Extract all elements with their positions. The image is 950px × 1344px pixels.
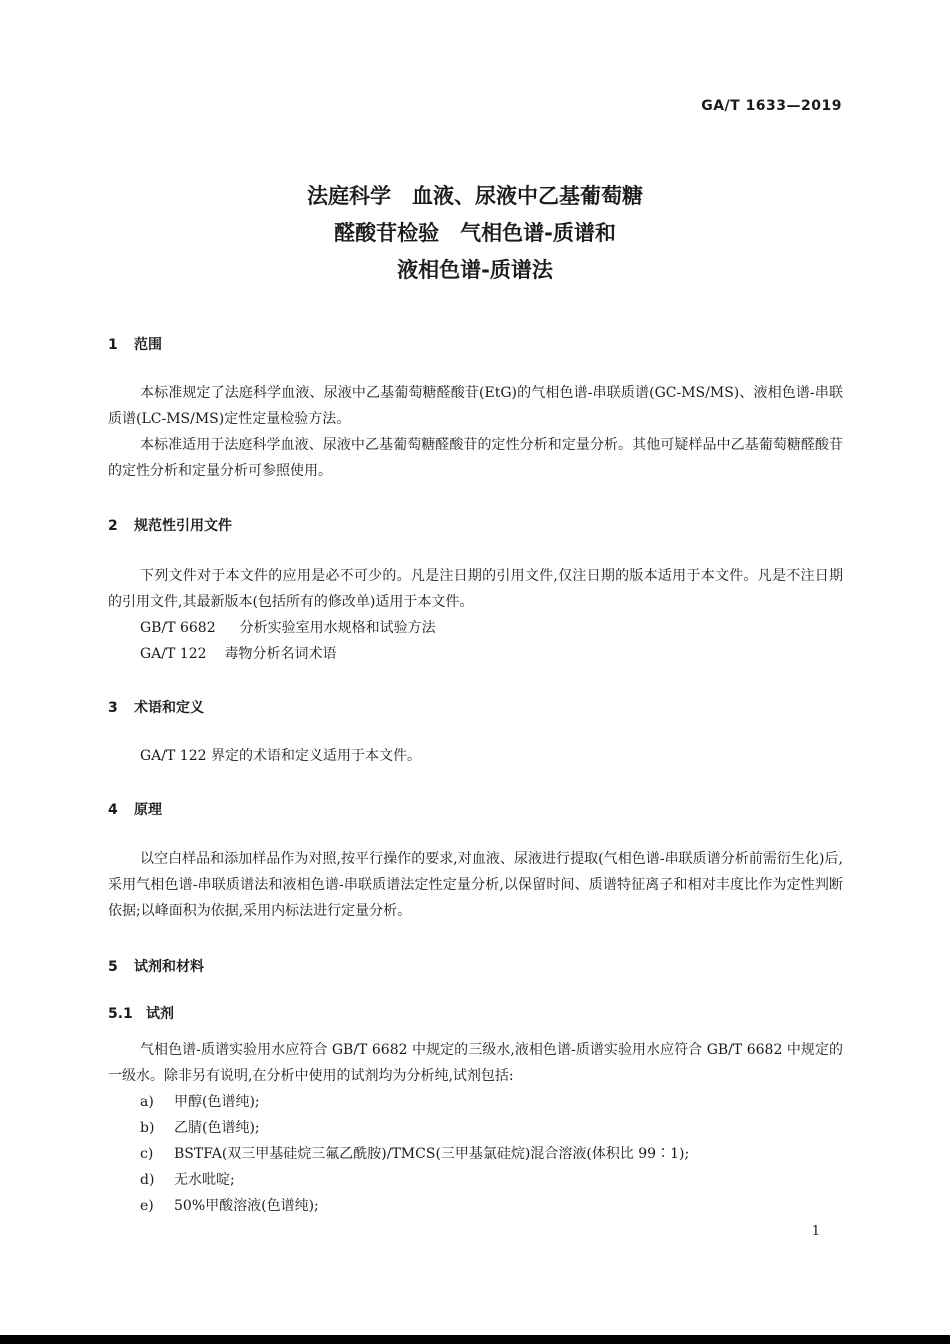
paragraph: 以空白样品和添加样品作为对照,按平行操作的要求,对血液、尿液进行提取(气相色谱-串联质谱分析前需衍生化)后,采用气相色谱-串联质谱法和液相色谱-串联质谱法定性定量分析,以保留时间、质谱特征离子和相对丰度比作为定性判断依据;以峰面积为依据,采用内标法进行定量分析。	[108, 851, 843, 919]
page-number: 1	[811, 1224, 820, 1239]
bottom-border	[0, 1335, 950, 1344]
list-item	[140, 1115, 260, 1141]
list-item-tag: c)	[140, 1146, 154, 1162]
list-item	[140, 1089, 260, 1115]
list-item-tag: e)	[140, 1198, 154, 1214]
document-title	[0, 178, 950, 289]
subsection-title: 试剂	[146, 1006, 174, 1022]
section-title: 规范性引用文件	[134, 518, 232, 534]
paragraph: 本标准适用于法庭科学血液、尿液中乙基葡萄糖醛酸苷的定性分析和定量分析。其他可疑样品中乙基葡萄糖醛酸苷的定性分析和定量分析可参照使用。	[108, 437, 843, 479]
section-heading-1	[108, 334, 162, 354]
list-item-text: 乙腈(色谱纯);	[174, 1120, 260, 1136]
list-item-text: 甲醇(色谱纯);	[174, 1094, 260, 1110]
section-heading-5	[108, 956, 204, 976]
section-number: 5	[108, 959, 118, 975]
reference-code: GA/T 122	[140, 646, 207, 662]
section-heading-2	[108, 515, 232, 535]
section-title: 试剂和材料	[134, 959, 204, 975]
reference-code: GB/T 6682	[140, 620, 216, 636]
reference-title: 毒物分析名词术语	[224, 646, 337, 662]
section-number: 4	[108, 802, 118, 818]
reference-title: 分析实验室用水规格和试验方法	[239, 620, 436, 636]
title-line: 法庭科学 血液、尿液中乙基葡萄糖	[307, 184, 643, 208]
subsection-heading-5-1	[108, 1003, 174, 1023]
section-number: 3	[108, 700, 118, 716]
title-line: 液相色谱-质谱法	[397, 258, 553, 282]
section-number: 2	[108, 518, 118, 534]
section-title: 范围	[134, 337, 162, 353]
section-title: 术语和定义	[134, 700, 204, 716]
paragraph: 气相色谱-质谱实验用水应符合 GB/T 6682 中规定的三级水,液相色谱-质谱实验用水应符合 GB/T 6682 中规定的一级水。除非另有说明,在分析中使用的试剂均为分析纯,试剂包括:	[108, 1042, 843, 1084]
list-item-tag: b)	[140, 1120, 155, 1136]
section-number: 1	[108, 337, 118, 353]
section-heading-3	[108, 697, 204, 717]
document-code: GA/T 1633—2019	[701, 98, 842, 114]
list-item-text: 无水吡啶;	[174, 1172, 235, 1188]
list-item-text: 50%甲酸溶液(色谱纯);	[174, 1198, 319, 1214]
list-item	[140, 1141, 689, 1167]
subsection-number: 5.1	[108, 1006, 133, 1022]
section-heading-4	[108, 799, 162, 819]
section-title: 原理	[134, 802, 162, 818]
list-item-text: BSTFA(双三甲基硅烷三氟乙酰胺)/TMCS(三甲基氯硅烷)混合溶液(体积比 99∶1);	[174, 1146, 690, 1162]
list-item	[140, 1167, 235, 1193]
title-line: 醛酸苷检验 气相色谱-质谱和	[334, 221, 616, 245]
normative-reference	[140, 641, 337, 667]
paragraph: 下列文件对于本文件的应用是必不可少的。凡是注日期的引用文件,仅注日期的版本适用于本文件。凡是不注日期的引用文件,其最新版本(包括所有的修改单)适用于本文件。	[108, 568, 843, 610]
list-item-tag: d)	[140, 1172, 155, 1188]
paragraph: GA/T 122 界定的术语和定义适用于本文件。	[140, 748, 421, 764]
normative-reference	[140, 615, 436, 641]
paragraph: 本标准规定了法庭科学血液、尿液中乙基葡萄糖醛酸苷(EtG)的气相色谱-串联质谱(GC-MS/MS)、液相色谱-串联质谱(LC-MS/MS)定性定量检验方法。	[108, 385, 843, 427]
list-item-tag: a)	[140, 1094, 154, 1110]
list-item	[140, 1193, 319, 1219]
